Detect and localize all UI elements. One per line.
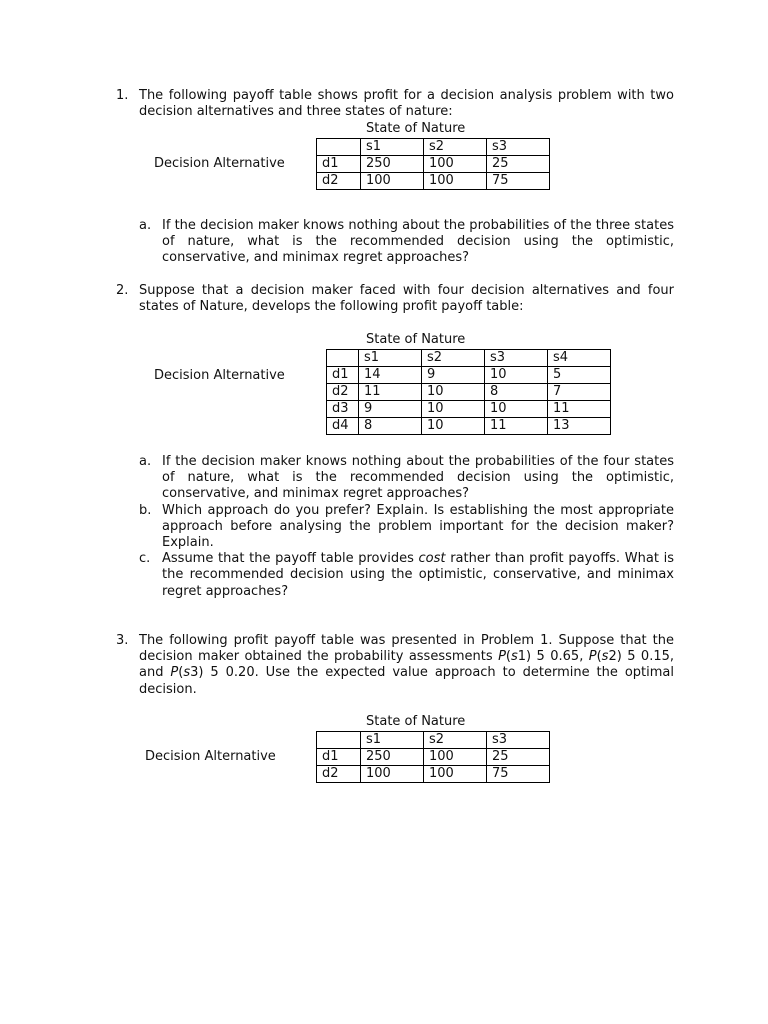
row-label-cell: d3 bbox=[327, 401, 359, 418]
table-row bbox=[317, 749, 550, 766]
table-cell: 8 bbox=[485, 384, 548, 401]
table-cell: 9 bbox=[422, 367, 485, 384]
table-cell: 10 bbox=[422, 401, 485, 418]
text-part: 3) 5 0.20. Use the expected value approach to determine the optimal decision. bbox=[139, 665, 674, 697]
table-header-cell: s2 bbox=[424, 139, 487, 156]
table-cell: 7 bbox=[548, 384, 611, 401]
table-header-row bbox=[317, 732, 550, 749]
table-header-cell: s3 bbox=[487, 732, 550, 749]
problem-2-state-of-nature-label: State of Nature bbox=[366, 332, 466, 347]
problem-2-subquestions bbox=[139, 454, 674, 600]
row-label-cell: d1 bbox=[317, 749, 361, 766]
table-cell: 10 bbox=[485, 367, 548, 384]
table-cell: 100 bbox=[361, 173, 424, 190]
subquestion-a bbox=[139, 218, 674, 267]
row-label-cell: d2 bbox=[317, 766, 361, 783]
probability-symbol: P bbox=[588, 649, 597, 665]
problem-3-decision-alternative-label: Decision Alternative bbox=[145, 749, 276, 764]
table-cell: 25 bbox=[487, 749, 550, 766]
table-row bbox=[327, 418, 611, 435]
subquestion-label: a. bbox=[139, 454, 152, 469]
table-cell: 250 bbox=[361, 156, 424, 173]
table-cell: 75 bbox=[487, 766, 550, 783]
subquestion-text-emphasis: cost bbox=[418, 551, 446, 567]
table-cell: 10 bbox=[422, 384, 485, 401]
table-header-row bbox=[327, 350, 611, 367]
problem-1-state-of-nature-label: State of Nature bbox=[366, 121, 466, 136]
problem-3-text bbox=[139, 633, 674, 698]
table-cell: 250 bbox=[361, 749, 424, 766]
table-cell: 100 bbox=[361, 766, 424, 783]
row-label-cell: d2 bbox=[327, 384, 359, 401]
text-part: ( bbox=[596, 649, 602, 665]
state-symbol: s bbox=[511, 649, 518, 665]
problem-3-number: 3. bbox=[116, 633, 129, 648]
table-cell: 13 bbox=[548, 418, 611, 435]
probability-symbol: P bbox=[170, 665, 179, 681]
text-part: 2) 5 0.15, and bbox=[139, 649, 674, 681]
subquestion-label: b. bbox=[139, 502, 152, 518]
text-part: 1) 5 0.65, bbox=[517, 649, 589, 665]
subquestion-text: Which approach do you prefer? Explain. Is establishing the most appropriate approach before analysing the problem important for the decision maker? Explain. bbox=[162, 502, 674, 551]
row-label-cell: d1 bbox=[327, 367, 359, 384]
table-row bbox=[317, 173, 550, 190]
table-cell: 10 bbox=[485, 401, 548, 418]
table-cell: 9 bbox=[359, 401, 422, 418]
table-cell: 100 bbox=[424, 749, 487, 766]
table-header-cell: s1 bbox=[361, 139, 424, 156]
subquestion-c bbox=[139, 551, 674, 600]
state-symbol: s bbox=[183, 665, 191, 681]
problem-3-payoff-table bbox=[316, 731, 550, 783]
problem-3-state-of-nature-label: State of Nature bbox=[366, 714, 466, 729]
table-row bbox=[317, 156, 550, 173]
table-corner-cell bbox=[327, 350, 359, 367]
problem-2-payoff-table bbox=[326, 349, 611, 435]
problem-1-number: 1. bbox=[116, 88, 129, 103]
table-cell: 11 bbox=[485, 418, 548, 435]
table-header-cell: s1 bbox=[359, 350, 422, 367]
table-cell: 100 bbox=[424, 766, 487, 783]
subquestion-text: If the decision maker knows nothing about the probabilities of the three states of nature, what is the recommended decision using the optimistic, conservative, and minimax regret approaches? bbox=[162, 218, 674, 266]
table-row bbox=[327, 384, 611, 401]
subquestion-text-pre: Assume that the payoff table provides bbox=[162, 551, 419, 567]
table-header-cell: s1 bbox=[361, 732, 424, 749]
subquestion-label: c. bbox=[139, 551, 151, 567]
subquestion-a bbox=[139, 454, 674, 503]
table-cell: 100 bbox=[424, 156, 487, 173]
table-header-row bbox=[317, 139, 550, 156]
table-corner-cell bbox=[317, 139, 361, 156]
table-cell: 100 bbox=[424, 173, 487, 190]
subquestion-b bbox=[139, 503, 674, 552]
text-part: ( bbox=[505, 649, 511, 665]
table-cell: 11 bbox=[359, 384, 422, 401]
row-label-cell: d2 bbox=[317, 173, 361, 190]
problem-2-text: Suppose that a decision maker faced with four decision alternatives and four states of Nature, develops the following profit payoff table: bbox=[139, 283, 674, 315]
table-cell: 14 bbox=[359, 367, 422, 384]
table-corner-cell bbox=[317, 732, 361, 749]
problem-1-subquestions bbox=[139, 218, 674, 267]
table-row bbox=[327, 401, 611, 418]
table-cell: 8 bbox=[359, 418, 422, 435]
table-header-cell: s2 bbox=[422, 350, 485, 367]
table-cell: 25 bbox=[487, 156, 550, 173]
table-row bbox=[317, 766, 550, 783]
subquestion-text: If the decision maker knows nothing about the probabilities of the four states of nature, what is the recommended decision using the optimistic, conservative, and minimax regret approaches? bbox=[162, 454, 674, 502]
text-part: The following profit payoff table was presented in Problem 1. Suppose that the decision maker obtained the probability assessments bbox=[139, 633, 674, 665]
row-label-cell: d4 bbox=[327, 418, 359, 435]
probability-symbol: P bbox=[498, 649, 506, 665]
table-header-cell: s3 bbox=[487, 139, 550, 156]
table-cell: 75 bbox=[487, 173, 550, 190]
text-part: ( bbox=[178, 665, 184, 681]
table-row bbox=[327, 367, 611, 384]
problem-1-payoff-table bbox=[316, 138, 550, 190]
row-label-cell: d1 bbox=[317, 156, 361, 173]
problem-2-number: 2. bbox=[116, 283, 129, 298]
table-cell: 11 bbox=[548, 401, 611, 418]
table-header-cell: s3 bbox=[485, 350, 548, 367]
table-cell: 5 bbox=[548, 367, 611, 384]
table-cell: 10 bbox=[422, 418, 485, 435]
state-symbol: s bbox=[601, 649, 609, 665]
problem-2-decision-alternative-label: Decision Alternative bbox=[154, 368, 285, 383]
subquestion-text-post: rather than profit payoffs. What is the recommended decision using the optimistic, conservative, and minimax regret approaches? bbox=[162, 551, 674, 599]
subquestion-label: a. bbox=[139, 218, 152, 233]
problem-1-text: The following payoff table shows profit for a decision analysis problem with two decision alternatives and three states of nature: bbox=[139, 88, 674, 120]
problem-1-decision-alternative-label: Decision Alternative bbox=[154, 156, 285, 171]
table-header-cell: s2 bbox=[424, 732, 487, 749]
table-header-cell: s4 bbox=[548, 350, 611, 367]
